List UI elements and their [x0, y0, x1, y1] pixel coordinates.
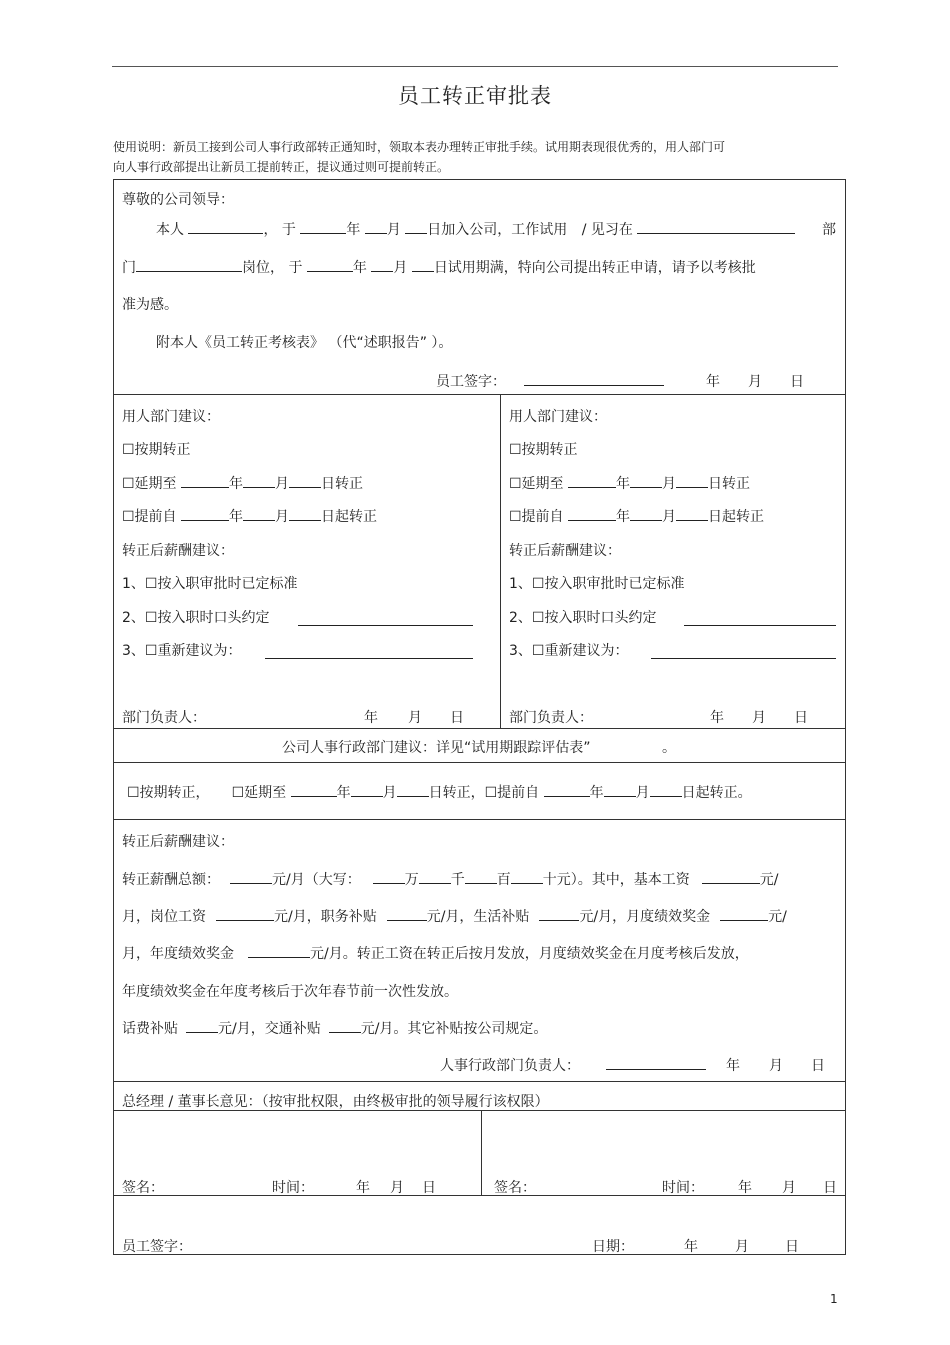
dept-right-option-1[interactable]: 1、☐按入职审批时已定标准: [509, 576, 685, 592]
salary-title: 转正后薪酬建议：: [122, 834, 234, 850]
monthly-bonus-field[interactable]: [720, 907, 768, 921]
gm-title: 总经理 / 董事长意见：（按审批权限，由终极审批的领导履行该权限）: [122, 1094, 549, 1110]
dept-left-month-label: 月: [408, 710, 422, 726]
expire-month-field[interactable]: [371, 258, 393, 272]
salary-line-1: 转正薪酬总额： 元/月（大写： 万 千 百 十元）。其中，基本工资 元/: [122, 872, 779, 888]
hr-title-period: 。: [662, 740, 676, 756]
hr-early-checkbox[interactable]: ☐提前自: [484, 785, 540, 801]
gm-left-month-label: 月: [390, 1180, 404, 1196]
dept-right-delay-day[interactable]: [676, 474, 708, 488]
traffic-allowance-field[interactable]: [329, 1019, 361, 1033]
row-divider: [113, 819, 846, 820]
hr-head-signature-field[interactable]: [606, 1056, 706, 1070]
gm-left-year-label: 年: [356, 1180, 370, 1196]
hr-head-year-label: 年: [726, 1058, 740, 1074]
sign-day-label: 日: [790, 374, 804, 390]
dept-right-delay-month[interactable]: [630, 474, 662, 488]
dept-right-early-year[interactable]: [568, 507, 616, 521]
dept-right-option-3-field[interactable]: [651, 644, 836, 659]
instructions-line-2: 向人事行政部提出让新员工提前转正，提议通过则可提前转正。: [113, 160, 450, 174]
hr-delay-month[interactable]: [351, 783, 383, 797]
name-field[interactable]: [188, 220, 263, 234]
application-line-3: 准为感。: [122, 297, 178, 313]
dept-right-day-label: 日: [794, 710, 808, 726]
gm-right-year-label: 年: [738, 1180, 752, 1196]
sign-month-label: 月: [748, 374, 762, 390]
salary-line-3: 月，年度绩效奖金 元/月。转正工资在转正后按月发放，月度绩效奖金在月度考核后发放，: [122, 946, 749, 962]
duty-allowance-field[interactable]: [387, 907, 427, 921]
application-line-1: 本人 ， 于 年 月 日加入公司，工作试用 / 见习在: [156, 219, 795, 239]
dept-left-delay-row: ☐延期至 年 月 日转正: [122, 476, 364, 492]
dept-left-early-day[interactable]: [289, 507, 321, 521]
page-number: 1: [830, 1292, 838, 1306]
dept-left-title: 用人部门建议：: [122, 409, 220, 425]
salary-wan-field[interactable]: [373, 870, 405, 884]
dept-right-title: 用人部门建议：: [509, 409, 607, 425]
salary-line-5: 话费补贴 元/月，交通补贴 元/月。其它补贴按公司规定。: [122, 1021, 548, 1037]
gm-right-day-label: 日: [823, 1180, 837, 1196]
hr-head-day-label: 日: [811, 1058, 825, 1074]
dept-suffix-bu: 部: [822, 222, 836, 238]
attachment-note: 附本人《员工转正考核表》 （代“述职报告” ）。: [156, 335, 453, 351]
dept-left-option-1[interactable]: 1、☐按入职审批时已定标准: [122, 576, 298, 592]
hr-early-month[interactable]: [604, 783, 636, 797]
final-date-label: 日期：: [592, 1239, 634, 1255]
row-divider: [113, 762, 846, 763]
hr-delay-day[interactable]: [397, 783, 429, 797]
final-day-label: 日: [785, 1239, 799, 1255]
expire-day-field[interactable]: [412, 258, 434, 272]
phone-allowance-field[interactable]: [186, 1019, 218, 1033]
salary-bai-field[interactable]: [465, 870, 497, 884]
dept-left-early-checkbox[interactable]: ☐提前自: [122, 509, 177, 525]
dept-left-option-3[interactable]: 3、☐重新建议为：: [122, 643, 242, 659]
dept-right-year-label: 年: [710, 710, 724, 726]
row-divider: [113, 1195, 846, 1196]
final-employee-sign-label: 员工签字：: [122, 1239, 192, 1255]
gm-right-month-label: 月: [782, 1180, 796, 1196]
salary-total-field[interactable]: [230, 870, 272, 884]
header-rule: [112, 66, 838, 67]
salutation: 尊敬的公司领导：: [122, 192, 234, 208]
dept-right-option-2[interactable]: 2、☐按入职时口头约定: [509, 610, 657, 626]
dept-right-early-day[interactable]: [676, 507, 708, 521]
hr-title: 公司人事行政部门建议：详见“试用期跟踪评估表”: [282, 740, 591, 756]
dept-left-option-3-field[interactable]: [265, 644, 473, 659]
hr-delay-checkbox[interactable]: ☐延期至: [231, 785, 287, 801]
department-field[interactable]: [637, 220, 795, 234]
dept-left-delay-day[interactable]: [289, 474, 321, 488]
dept-right-early-month[interactable]: [630, 507, 662, 521]
dept-left-salary-title: 转正后薪酬建议：: [122, 543, 234, 559]
row-divider: [113, 394, 846, 395]
join-month-field[interactable]: [365, 220, 387, 234]
hr-decision-row: ☐按期转正， ☐延期至 年 月 日转正，☐提前自 年 月 日起转正。: [127, 785, 752, 801]
sign-year-label: 年: [706, 374, 720, 390]
post-salary-field[interactable]: [216, 907, 274, 921]
employee-signature-field[interactable]: [524, 372, 664, 386]
dept-left-on-time-checkbox[interactable]: ☐按期转正: [122, 442, 191, 458]
join-year-field[interactable]: [300, 220, 346, 234]
salary-shi-field[interactable]: [511, 870, 543, 884]
hr-delay-year[interactable]: [291, 783, 337, 797]
living-allowance-field[interactable]: [539, 907, 579, 921]
application-line-2: 门 岗位， 于 年 月 日试用期满，特向公司提出转正申请，请予以考核批: [122, 260, 756, 276]
dept-left-option-2-field[interactable]: [298, 611, 473, 626]
gm-left-sign-label: 签名：: [122, 1180, 164, 1196]
column-divider: [481, 1110, 482, 1195]
dept-left-delay-year[interactable]: [181, 474, 229, 488]
hr-head-row: 人事行政部门负责人：: [440, 1055, 706, 1075]
dept-right-delay-row: ☐延期至 年 月 日转正: [509, 476, 751, 492]
salary-qian-field[interactable]: [419, 870, 451, 884]
dept-right-option-3[interactable]: 3、☐重新建议为：: [509, 643, 629, 659]
dept-left-option-2[interactable]: 2、☐按入职时口头约定: [122, 610, 270, 626]
dept-right-salary-title: 转正后薪酬建议：: [509, 543, 621, 559]
row-divider: [113, 1081, 846, 1082]
gm-left-time-label: 时间：: [272, 1180, 314, 1196]
gm-left-day-label: 日: [422, 1180, 436, 1196]
dept-right-head-label: 部门负责人：: [509, 710, 593, 726]
instructions-line-1: 使用说明：新员工接到公司人事行政部转正通知时，领取本表办理转正审批手续。试用期表现很优秀的，用人部门可: [113, 140, 726, 154]
final-month-label: 月: [735, 1239, 749, 1255]
dept-left-early-month[interactable]: [243, 507, 275, 521]
annual-bonus-field[interactable]: [248, 944, 310, 958]
dept-left-head-label: 部门负责人：: [122, 710, 206, 726]
dept-right-early-row: ☐提前自 年 月 日起转正: [509, 509, 765, 525]
dept-left-day-label: 日: [450, 710, 464, 726]
dept-right-delay-year[interactable]: [568, 474, 616, 488]
base-salary-field[interactable]: [702, 870, 760, 884]
dept-right-on-time-checkbox[interactable]: ☐按期转正: [509, 442, 578, 458]
dept-left-early-year[interactable]: [181, 507, 229, 521]
post-field[interactable]: [136, 258, 242, 272]
column-divider: [500, 394, 501, 728]
dept-left-delay-month[interactable]: [243, 474, 275, 488]
hr-early-day[interactable]: [650, 783, 682, 797]
dept-right-early-checkbox[interactable]: ☐提前自: [509, 509, 564, 525]
final-year-label: 年: [684, 1239, 698, 1255]
employee-sign-row: 员工签字：: [436, 371, 664, 391]
expire-year-field[interactable]: [307, 258, 353, 272]
join-day-field[interactable]: [405, 220, 427, 234]
dept-right-month-label: 月: [752, 710, 766, 726]
salary-line-4: 年度绩效奖金在年度考核后于次年春节前一次性发放。: [122, 984, 458, 1000]
hr-head-month-label: 月: [769, 1058, 783, 1074]
dept-left-delay-checkbox[interactable]: ☐延期至: [122, 476, 177, 492]
hr-on-time-checkbox[interactable]: ☐按期转正，: [127, 785, 210, 801]
dept-left-early-row: ☐提前自 年 月 日起转正: [122, 509, 378, 525]
row-divider: [113, 728, 846, 729]
gm-right-time-label: 时间：: [662, 1180, 704, 1196]
salary-line-2: 月，岗位工资 元/月，职务补贴 元/月，生活补贴 元/月，月度绩效奖金 元/: [122, 909, 787, 925]
dept-left-year-label: 年: [364, 710, 378, 726]
gm-right-sign-label: 签名：: [494, 1180, 536, 1196]
page-title: 员工转正审批表: [398, 84, 552, 108]
dept-right-delay-checkbox[interactable]: ☐延期至: [509, 476, 564, 492]
hr-early-year[interactable]: [544, 783, 590, 797]
dept-right-option-2-field[interactable]: [684, 611, 836, 626]
